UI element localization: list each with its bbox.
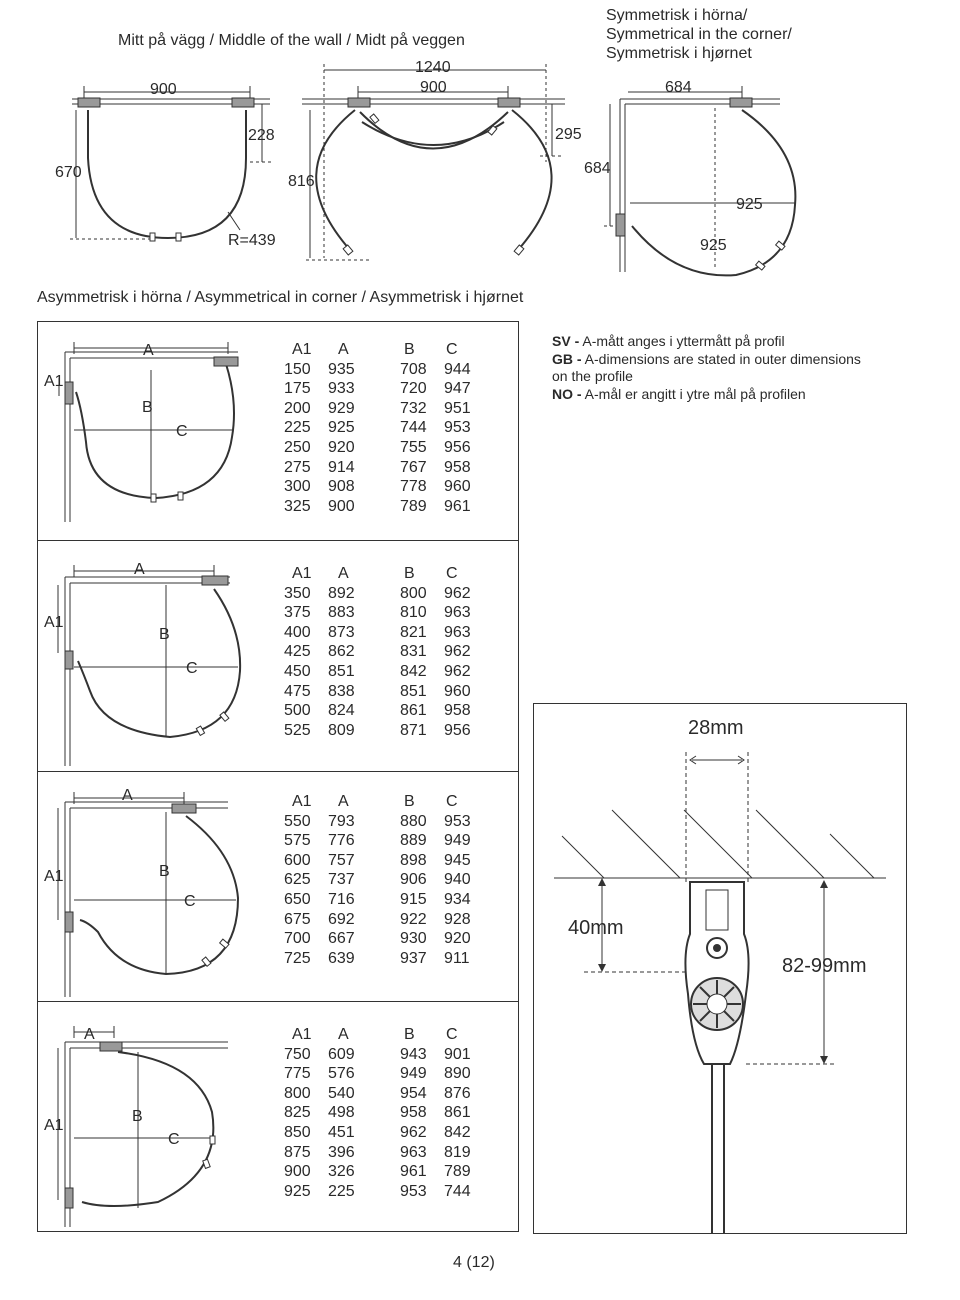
table-cell: 793	[328, 812, 355, 830]
table-cell: 831	[400, 643, 427, 661]
table-cell: 625	[284, 871, 311, 889]
table-cell: 225	[328, 1182, 355, 1200]
table-cell: 667	[328, 930, 355, 948]
table-cell: 650	[284, 890, 311, 908]
table-cell: 862	[328, 643, 355, 661]
label-a: A	[134, 561, 145, 578]
dim-816: 816	[288, 173, 315, 190]
table-cell: 744	[444, 1182, 471, 1200]
symmetrical-corner-title-1: Symmetrisk i hörna/	[606, 7, 748, 24]
table-cell: 871	[400, 721, 427, 739]
asymmetrical-corner-title: Asymmetrisk i hörna / Asymmetrical in corner / Asymmetrisk i hjørnet	[37, 289, 524, 306]
table-cell: 789	[444, 1163, 471, 1181]
table-cell: 755	[400, 438, 427, 456]
col-c: C	[446, 565, 458, 582]
dim-900-wide: 900	[420, 79, 447, 96]
table-cell: 639	[328, 949, 355, 967]
symmetrical-corner-title-2: Symmetrical in the corner/	[606, 26, 792, 43]
note-sv-text: A-mått anges i yttermått på profil	[579, 333, 785, 349]
table-cell: 960	[444, 682, 471, 700]
dim-925-vertical: 925	[700, 237, 727, 254]
table-cell: 708	[400, 360, 427, 378]
table-cell: 175	[284, 380, 311, 398]
table-cell: 300	[284, 478, 311, 496]
table-cell: 716	[328, 890, 355, 908]
note-gb-code: GB -	[552, 350, 582, 367]
symmetrical-corner-diagram	[0, 0, 860, 280]
table-cell: 609	[328, 1045, 355, 1063]
label-c: C	[186, 660, 198, 677]
table-cell: 576	[328, 1065, 355, 1083]
table-cell: 956	[444, 721, 471, 739]
table-cell: 962	[444, 643, 471, 661]
table-cell: 325	[284, 497, 311, 515]
note-gb-text: A-dimensions are stated in outer dimensions on the profile	[552, 350, 861, 384]
col-a: A	[338, 341, 349, 358]
table-cell: 725	[284, 949, 311, 967]
col-a: A	[338, 565, 349, 582]
table-cell: 861	[444, 1104, 471, 1122]
table-cell: 600	[284, 851, 311, 869]
label-c: C	[168, 1131, 180, 1148]
table-cell: 675	[284, 910, 311, 928]
dimension-notes	[552, 333, 872, 403]
table-cell: 889	[400, 832, 427, 850]
table-cell: 809	[328, 721, 355, 739]
table-cell: 821	[400, 623, 427, 641]
table-cell: 275	[284, 458, 311, 476]
table-cell: 914	[328, 458, 355, 476]
table-cell: 789	[400, 497, 427, 515]
dim-684-top: 684	[665, 79, 692, 96]
table-cell: 150	[284, 360, 311, 378]
table-cell: 842	[400, 662, 427, 680]
table-cell: 928	[444, 910, 471, 928]
table-cell: 958	[400, 1104, 427, 1122]
table-cell: 963	[444, 623, 471, 641]
table-cell: 901	[444, 1045, 471, 1063]
table-cell: 908	[328, 478, 355, 496]
note-gb	[552, 351, 872, 386]
table-cell: 851	[328, 662, 355, 680]
col-c: C	[446, 793, 458, 810]
table-cell: 737	[328, 871, 355, 889]
label-a1: A1	[44, 868, 64, 885]
col-a1: A1	[292, 341, 312, 358]
table-cell: 810	[400, 604, 427, 622]
table-cell: 880	[400, 812, 427, 830]
label-b: B	[159, 626, 170, 643]
table-cell: 800	[400, 584, 427, 602]
dim-radius: R=439	[228, 232, 276, 249]
table-cell: 873	[328, 623, 355, 641]
dim-670: 670	[55, 164, 82, 181]
table-cell: 961	[444, 497, 471, 515]
table-cell: 876	[444, 1084, 471, 1102]
table-cell: 540	[328, 1084, 355, 1102]
table-cell: 937	[400, 949, 427, 967]
table-cell: 960	[444, 478, 471, 496]
table-cell: 451	[328, 1123, 355, 1141]
table-cell: 850	[284, 1123, 311, 1141]
table-cell: 720	[400, 380, 427, 398]
col-b: B	[404, 793, 415, 810]
table-cell: 425	[284, 643, 311, 661]
table-cell: 935	[328, 360, 355, 378]
symmetrical-corner-title-3: Symmetrisk i hjørnet	[606, 45, 752, 62]
table-cell: 400	[284, 623, 311, 641]
table-cell: 550	[284, 812, 311, 830]
table-cell: 949	[444, 832, 471, 850]
note-no-text: A-mål er angitt i ytre mål på profilen	[581, 385, 806, 402]
col-c: C	[446, 1026, 458, 1043]
table-cell: 922	[400, 910, 427, 928]
table-cell: 963	[400, 1143, 427, 1161]
page-number: 4 (12)	[453, 1254, 495, 1271]
col-a: A	[338, 1026, 349, 1043]
table-cell: 525	[284, 721, 311, 739]
table-cell: 750	[284, 1045, 311, 1063]
dim-82-99mm: 82-99mm	[782, 955, 867, 977]
table-cell: 898	[400, 851, 427, 869]
asym-panel-4	[37, 1001, 519, 1232]
table-cell: 732	[400, 399, 427, 417]
asym-panel-1	[37, 321, 519, 541]
table-cell: 925	[284, 1182, 311, 1200]
table-cell: 933	[328, 380, 355, 398]
table-cell: 824	[328, 702, 355, 720]
note-sv	[552, 333, 872, 351]
table-cell: 375	[284, 604, 311, 622]
table-cell: 911	[444, 949, 470, 967]
table-cell: 958	[444, 702, 471, 720]
table-cell: 851	[400, 682, 427, 700]
table-cell: 963	[444, 604, 471, 622]
table-cell: 700	[284, 930, 311, 948]
profile-detail-diagram	[534, 704, 906, 1233]
table-cell: 500	[284, 702, 311, 720]
table-cell: 929	[328, 399, 355, 417]
table-cell: 892	[328, 584, 355, 602]
table-cell: 200	[284, 399, 311, 417]
table-cell: 961	[400, 1163, 427, 1181]
table-cell: 945	[444, 851, 471, 869]
table-cell: 920	[328, 438, 355, 456]
table-cell: 915	[400, 890, 427, 908]
col-b: B	[404, 1026, 415, 1043]
table-cell: 953	[400, 1182, 427, 1200]
table-cell: 951	[444, 399, 471, 417]
table-cell: 956	[444, 438, 471, 456]
table-cell: 900	[284, 1163, 311, 1181]
table-cell: 883	[328, 604, 355, 622]
label-a1: A1	[44, 1117, 64, 1134]
table-cell: 962	[444, 662, 471, 680]
table-cell: 767	[400, 458, 427, 476]
label-c: C	[184, 893, 196, 910]
table-cell: 890	[444, 1065, 471, 1083]
dim-295: 295	[555, 126, 582, 143]
table-cell: 940	[444, 871, 471, 889]
dim-900: 900	[150, 81, 177, 98]
table-cell: 692	[328, 910, 355, 928]
label-b: B	[142, 399, 153, 416]
asym-panel-3	[37, 771, 519, 1002]
label-a: A	[122, 787, 133, 804]
table-cell: 225	[284, 419, 311, 437]
table-cell: 949	[400, 1065, 427, 1083]
col-b: B	[404, 565, 415, 582]
table-cell: 250	[284, 438, 311, 456]
col-b: B	[404, 341, 415, 358]
dim-684-side: 684	[584, 160, 611, 177]
table-cell: 838	[328, 682, 355, 700]
dim-925-horizontal: 925	[736, 196, 763, 213]
dim-1240: 1240	[415, 59, 451, 76]
table-cell: 875	[284, 1143, 311, 1161]
table-cell: 450	[284, 662, 311, 680]
table-cell: 776	[328, 832, 355, 850]
note-sv-code: SV -	[552, 333, 580, 349]
label-c: C	[176, 423, 188, 440]
label-a1: A1	[44, 373, 64, 390]
table-cell: 775	[284, 1065, 311, 1083]
table-cell: 934	[444, 890, 471, 908]
label-b: B	[132, 1108, 143, 1125]
dim-40mm: 40mm	[568, 917, 624, 939]
table-cell: 819	[444, 1143, 471, 1161]
col-a: A	[338, 793, 349, 810]
table-cell: 498	[328, 1104, 355, 1122]
label-a: A	[143, 342, 154, 359]
label-a1: A1	[44, 614, 64, 631]
table-cell: 778	[400, 478, 427, 496]
table-cell: 943	[400, 1045, 427, 1063]
table-cell: 906	[400, 871, 427, 889]
table-cell: 800	[284, 1084, 311, 1102]
note-no	[552, 386, 872, 404]
asym-panel-2	[37, 540, 519, 772]
label-b: B	[159, 863, 170, 880]
label-a: A	[84, 1026, 95, 1043]
table-cell: 350	[284, 584, 311, 602]
note-no-code: NO -	[552, 385, 582, 402]
table-cell: 944	[444, 360, 471, 378]
dim-228: 228	[248, 127, 275, 144]
table-cell: 861	[400, 702, 427, 720]
table-cell: 744	[400, 419, 427, 437]
table-cell: 954	[400, 1084, 427, 1102]
table-cell: 842	[444, 1123, 471, 1141]
table-cell: 947	[444, 380, 471, 398]
table-cell: 757	[328, 851, 355, 869]
table-cell: 900	[328, 497, 355, 515]
table-cell: 953	[444, 812, 471, 830]
table-cell: 958	[444, 458, 471, 476]
table-cell: 396	[328, 1143, 355, 1161]
table-cell: 920	[444, 930, 471, 948]
dim-28mm: 28mm	[688, 717, 744, 739]
table-cell: 475	[284, 682, 311, 700]
table-cell: 930	[400, 930, 427, 948]
table-cell: 326	[328, 1163, 355, 1181]
middle-wall-title: Mitt på vägg / Middle of the wall / Midt på veggen	[118, 32, 465, 49]
table-cell: 925	[328, 419, 355, 437]
table-cell: 962	[444, 584, 471, 602]
table-cell: 575	[284, 832, 311, 850]
profile-detail-panel	[533, 703, 907, 1234]
col-a1: A1	[292, 565, 312, 582]
col-a1: A1	[292, 793, 312, 810]
col-c: C	[446, 341, 458, 358]
col-a1: A1	[292, 1026, 312, 1043]
table-cell: 825	[284, 1104, 311, 1122]
table-cell: 953	[444, 419, 471, 437]
table-cell: 962	[400, 1123, 427, 1141]
